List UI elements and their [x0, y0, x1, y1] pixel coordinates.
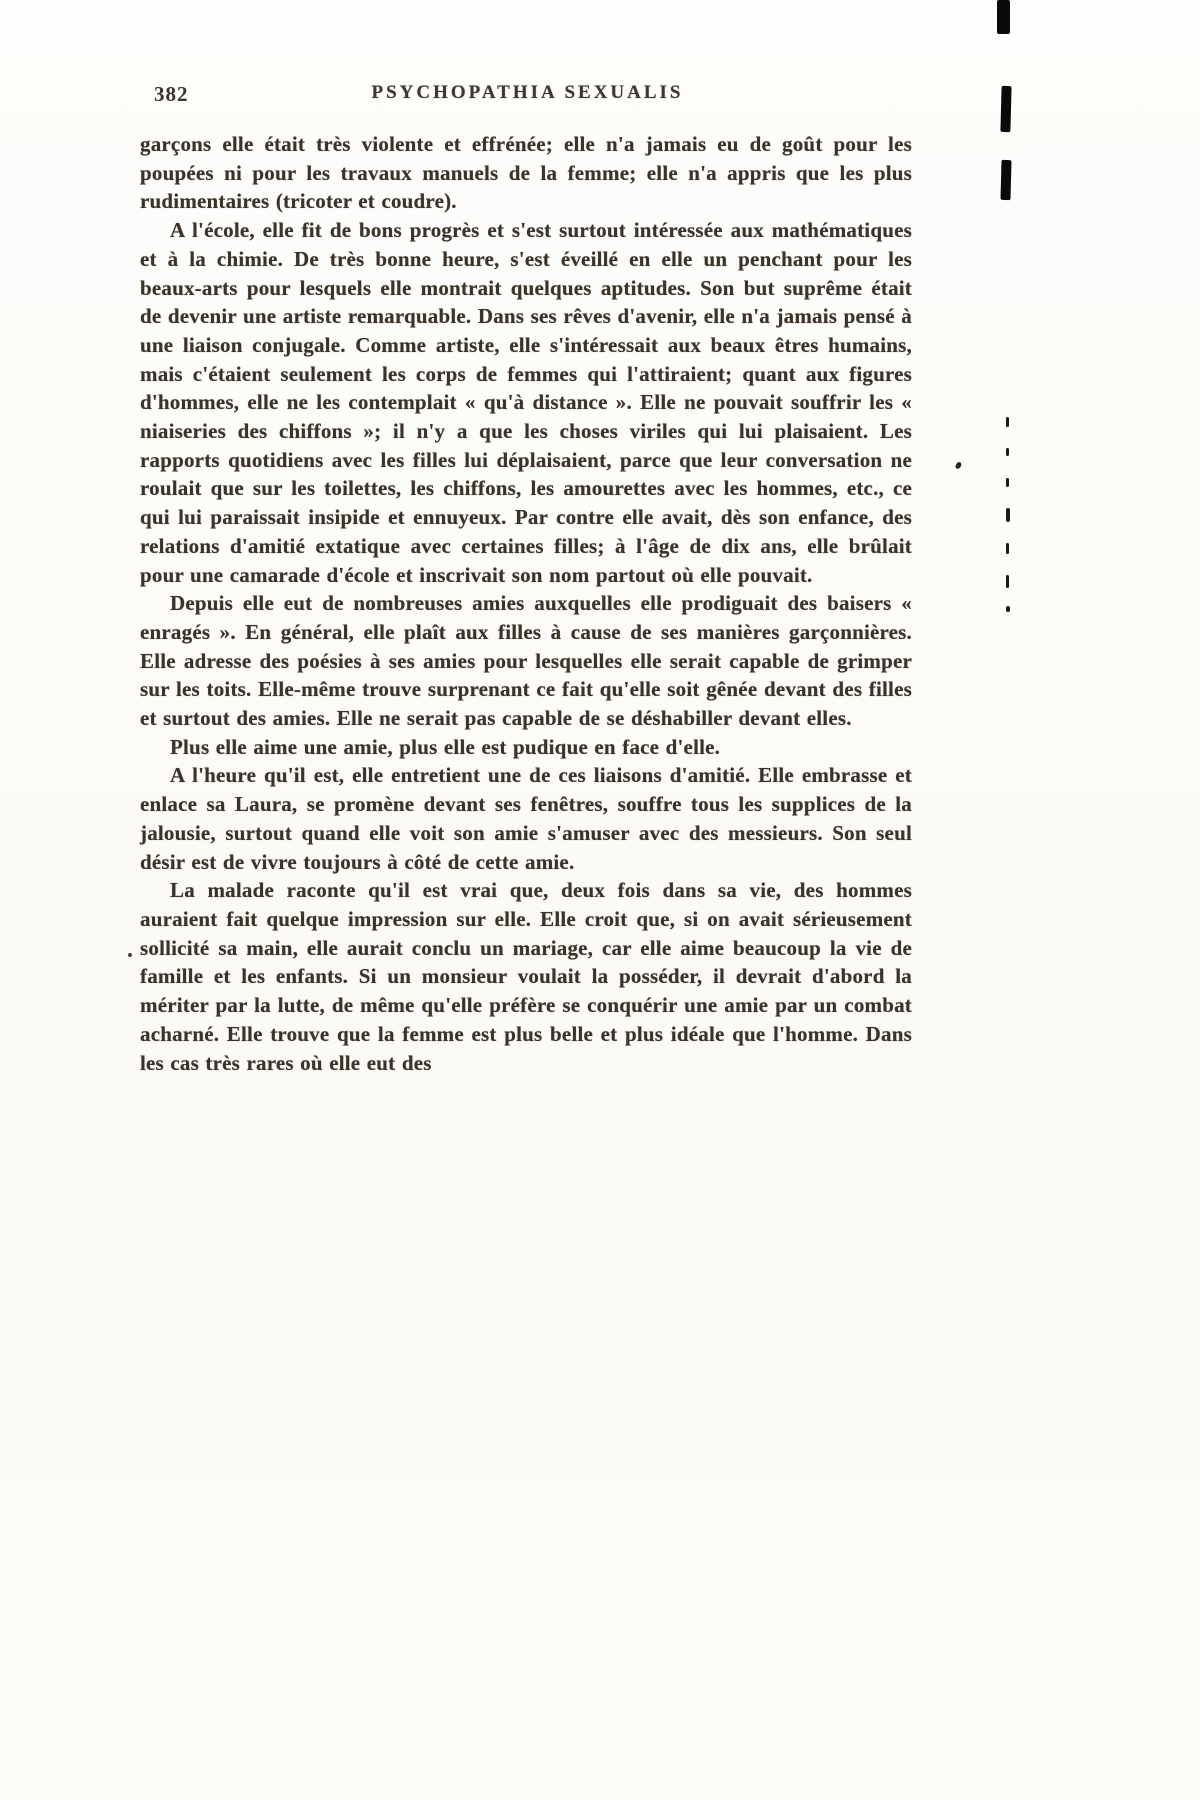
page-body — [140, 130, 912, 1077]
scan-edge-mark — [1006, 448, 1009, 456]
scan-edge-mark — [1006, 543, 1009, 554]
paragraph: A l'heure qu'il est, elle entretient une de ces liaisons d'amitié. Elle embrasse et enlace sa Laura, se promène devant ses fenêtres, souffre tous les supplices de la jalousie, surtout quand elle voit son amie s'amuser avec des messieurs. Son seul désir est de vivre toujours à côté de cette amie. — [140, 763, 912, 874]
page-header — [140, 82, 915, 112]
scan-edge-mark — [1006, 508, 1010, 522]
scan-ink-bar — [1000, 160, 1011, 200]
paragraph: La malade raconte qu'il est vrai que, deux fois dans sa vie, des hommes auraient fait quelque impression sur elle. Elle croit que, si on avait sérieusement sollicité sa main, elle aurait conclu un mariage, car elle aime beaucoup la vie de famille et les enfants. Si un monsieur voulait la posséder, il devrait d'abord la mériter par la lutte, de même qu'elle préfère se conquérir une amie par un combat acharné. Elle trouve que la femme est plus belle et plus idéale que l'homme. Dans les cas très rares où elle eut des — [140, 878, 912, 1075]
paragraph: garçons elle était très violente et effrénée; elle n'a jamais eu de goût pour les poupées ni pour les travaux manuels de la femme; elle n'a appris que les plus rudimentaires (tricoter et coudre). — [140, 132, 912, 214]
scan-ink-bar — [1000, 86, 1011, 132]
paragraph: A l'école, elle fit de bons progrès et s'est surtout intéressée aux mathématiques et à la chimie. De très bonne heure, s'est éveillé en elle un penchant pour les beaux-arts pour lesquels elle montrait quelques aptitudes. Son but suprême était de devenir une artiste remarquable. Dans ses rêves d'avenir, elle n'a jamais pensé à une liaison conjugale. Comme artiste, elle s'intéressait aux beaux êtres humains, mais c'étaient seulement les corps de femmes qui l'attiraient; quant aux figures d'hommes, elle ne les contemplait « qu'à distance ». Elle ne pouvait souffrir les « niaiseries des chiffons »; il n'y a que les choses viriles qui lui plaisaient. Les rapports quotidiens avec les filles lui déplaisaient, parce que leur conversation ne roulait que sur les toilettes, les chiffons, les amourettes avec les hommes, etc., ce qui lui paraissait insipide et ennuyeux. Par contre elle avait, dès son enfance, des relations d'amitié extatique avec certaines filles; à l'âge de dix ans, elle brûlait pour une camarade d'école et inscrivait son nom partout où elle pouvait. — [140, 218, 912, 587]
paragraph: Plus elle aime une amie, plus elle est pudique en face d'elle. — [170, 734, 721, 759]
scan-edge-mark — [1006, 575, 1009, 588]
paragraph: Depuis elle eut de nombreuses amies auxquelles elle prodiguait des baisers « enragés ». En général, elle plaît aux filles à cause de ses manières garçonnières. Elle adresse des poésies à ses amies pour lesquelles elle serait capable de grimper sur les toits. Elle-même trouve surprenant ce fait qu'elle soit gênée devant des filles et surtout des amies. Elle ne serait pas capable de se déshabiller devant elles. — [140, 591, 912, 731]
scan-edge-mark — [1006, 478, 1009, 487]
running-title: PSYCHOPATHIA SEXUALIS — [371, 82, 684, 103]
scan-speck — [128, 953, 132, 957]
scan-ink-bar — [997, 0, 1010, 34]
scan-edge-mark — [1006, 417, 1009, 427]
scan-edge-mark — [1006, 606, 1010, 612]
page-number: 382 — [154, 82, 189, 106]
scan-speck — [955, 461, 962, 469]
